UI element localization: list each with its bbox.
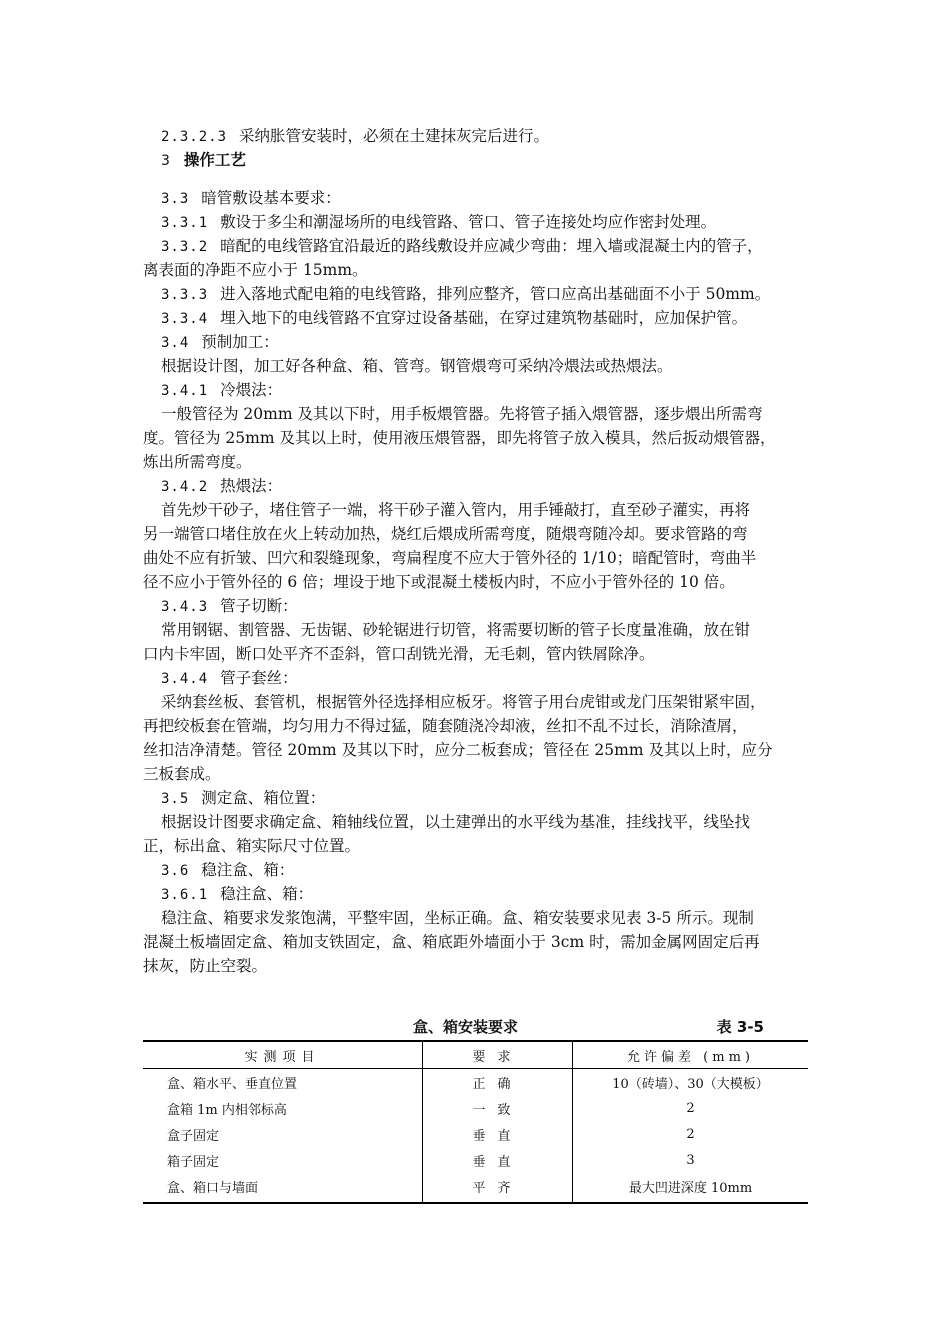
paragraph-3-4-4-line: 采纳套丝板、套管机，根据管外径选择相应板牙。将管子用台虎钳或龙门压架钳紧牢固， — [161, 693, 766, 711]
paragraph-3-4-3-line: 常用钢锯、割管器、无齿锯、砂轮锯进行切管，将需要切断的管子长度量准确，放在钳 — [161, 621, 751, 639]
section-heading-3: 3 操作工艺 — [161, 151, 246, 169]
paragraph-3-4-4-line: 丝扣洁净清楚。管径 20mm 及其以下时，应分二板套成；管径在 25mm 及其以上时，应分 — [143, 741, 773, 759]
paragraph-3-5-line: 正，标出盒、箱实际尺寸位置。 — [143, 837, 361, 855]
table-cell: 盒箱 1m 内相邻标高 — [143, 1095, 423, 1121]
table-header-row — [143, 1041, 808, 1069]
heading-3-6-1: 3.6.1 稳注盒、箱： — [161, 885, 314, 903]
table-caption — [143, 1014, 808, 1038]
table-row — [143, 1095, 808, 1121]
table-cell: 盒、箱水平、垂直位置 — [143, 1069, 423, 1096]
paragraph-3-4-2-line: 径不应小于管外径的 6 倍；埋设于地下或混凝土楼板内时，不应小于管外径的 10 倍。 — [143, 573, 735, 591]
spacer — [143, 172, 808, 186]
table-cell: 盒子固定 — [143, 1121, 423, 1147]
table-row — [143, 1173, 808, 1203]
paragraph-3-6-1-line: 稳注盒、箱要求发浆饱满，平整牢固，坐标正确。盒、箱安装要求见表 3-5 所示。现制 — [161, 909, 754, 927]
paragraph-3-4-2-line: 曲处不应有折皱、凹穴和裂缝现象，弯扁程度不应大于管外径的 1/10；暗配管时，弯曲半 — [143, 549, 757, 567]
column-header-tolerance: 允许偏差 (mm) — [573, 1041, 809, 1069]
table-cell: 垂直 — [423, 1121, 573, 1147]
heading-3-3: 3.3 暗管敷设基本要求： — [161, 189, 341, 207]
heading-3-4-1: 3.4.1 冷煨法： — [161, 381, 283, 399]
table-cell: 垂直 — [423, 1147, 573, 1173]
table-cell: 箱子固定 — [143, 1147, 423, 1173]
paragraph-3-4-1-line: 度。管径为 25mm 及其以上时，使用液压煨管器，即先将管子放入模具，然后扳动煨管器， — [143, 429, 776, 447]
heading-3-6: 3.6 稳注盒、箱： — [161, 861, 295, 879]
paragraph-3-4-1-line: 炼出所需弯度。 — [143, 453, 252, 471]
paragraph-3-4: 根据设计图，加工好各种盒、箱、管弯。钢管煨弯可采纳冷煨法或热煨法。 — [161, 357, 673, 375]
paragraph-3-6-1-line: 混凝土板墙固定盒、箱加支铁固定，盒、箱底距外墙面小于 3cm 时，需加金属网固定后再 — [143, 933, 760, 951]
clause-3-3-2-continued: 离表面的净距不应小于 15mm。 — [143, 261, 368, 279]
table-cell: 2 — [686, 1100, 695, 1116]
paragraph-3-4-1-line: 一般管径为 20mm 及其以下时，用手板煨管器。先将管子插入煨管器，逐步煨出所需弯 — [161, 405, 763, 423]
paragraph-3-4-2-line: 另一端管口堵住放在火上转动加热，烧红后煨成所需弯度，随煨弯随冷却。要求管路的弯 — [143, 525, 748, 543]
paragraph-3-4-3-line: 口内卡牢固，断口处平齐不歪斜，管口刮铣光滑，无毛刺，管内铁屑除净。 — [143, 645, 655, 663]
heading-3-4-2: 3.4.2 热煨法： — [161, 477, 283, 495]
heading-3-4: 3.4 预制加工： — [161, 333, 279, 351]
column-header-requirement: 要求 — [423, 1041, 573, 1069]
paragraph-3-4-2-line: 首先炒干砂子，堵住管子一端，将干砂子灌入管内，用手锤敲打，直至砂子灌实，再将 — [161, 501, 751, 519]
table-number: 表 3-5 — [716, 1018, 764, 1036]
clause-3-3-1: 3.3.1 敷设于多尘和潮湿场所的电线管路、管口、管子连接处均应作密封处理。 — [161, 213, 717, 231]
clause-3-3-3: 3.3.3 进入落地式配电箱的电线管路，排列应整齐，管口应高出基础面不小于 50mm。 — [161, 285, 771, 303]
table-cell: 平齐 — [423, 1173, 573, 1203]
paragraph-3-4-4-line: 再把绞板套在管端，均匀用力不得过猛，随套随浇冷却液，丝扣不乱不过长，消除渣屑， — [143, 717, 748, 735]
paragraph-3-4-4-line: 三板套成。 — [143, 765, 221, 783]
table-row — [143, 1121, 808, 1147]
table-cell: 最大凹进深度 10mm — [573, 1173, 809, 1203]
table-cell: 盒、箱口与墙面 — [143, 1173, 423, 1203]
table-row — [143, 1147, 808, 1173]
table-cell: 10（砖墙）、30（大模板） — [612, 1076, 769, 1092]
table-row — [143, 1069, 808, 1096]
table-cell: 3 — [686, 1152, 695, 1168]
heading-3-5: 3.5 测定盒、箱位置： — [161, 789, 326, 807]
clause-3-3-2: 3.3.2 暗配的电线管路宜沿最近的路线敷设并应减少弯曲：埋入墙或混凝土内的管子， — [161, 237, 763, 255]
table-title: 盒、箱安装要求 — [413, 1018, 519, 1036]
document-body — [143, 124, 808, 978]
paragraph-3-5-line: 根据设计图要求确定盒、箱轴线位置，以土建弹出的水平线为基准，挂线找平，线坠找 — [161, 813, 751, 831]
table-cell: 一致 — [423, 1095, 573, 1121]
paragraph-3-6-1-line: 抹灰，防止空裂。 — [143, 957, 268, 975]
heading-3-4-3: 3.4.3 管子切断： — [161, 597, 298, 615]
clause-3-3-4: 3.3.4 埋入地下的电线管路不宜穿过设备基础，在穿过建筑物基础时，应加保护管。 — [161, 309, 748, 327]
column-header-item: 实测项目 — [143, 1041, 423, 1069]
table-cell: 2 — [686, 1126, 695, 1142]
clause-2-3-2-3: 2.3.2.3 采纳胀管安装时，必须在土建抹灰完后进行。 — [161, 127, 550, 145]
heading-3-4-4: 3.4.4 管子套丝： — [161, 669, 298, 687]
table-cell: 正确 — [423, 1069, 573, 1096]
box-installation-table — [143, 1040, 808, 1204]
